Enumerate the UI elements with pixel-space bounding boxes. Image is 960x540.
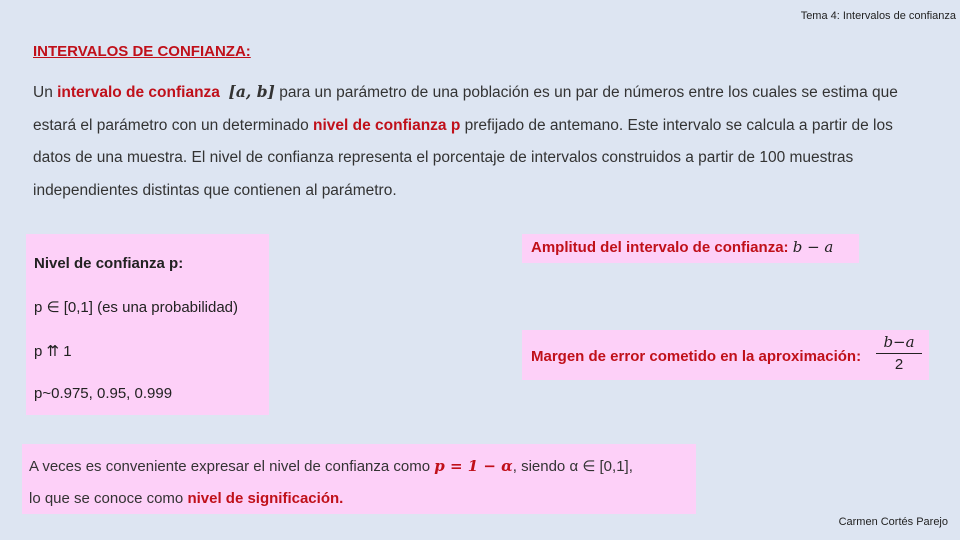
significance-formula: p = 1 − α — [434, 457, 513, 475]
confidence-level-box — [26, 234, 269, 415]
amplitude-box — [522, 234, 859, 263]
intro-text-1: Un — [33, 84, 58, 101]
header-topic: Tema 4: Intervalos de confianza — [800, 10, 956, 22]
intro-term-confidence-level: nivel de confianza p — [313, 116, 461, 134]
significance-alpha-range: , siendo α ∈ [0,1], — [512, 458, 633, 475]
confidence-level-heading: Nivel de confianza p: — [34, 255, 184, 272]
margin-of-error-box — [522, 330, 929, 380]
fraction-denominator: 2 — [894, 356, 904, 373]
significance-line-1 — [29, 457, 633, 475]
margin-of-error-label: Margen de error cometido en la aproximación: — [531, 348, 862, 365]
fraction-numerator: b−a — [876, 333, 922, 354]
significance-box — [22, 444, 696, 514]
significance-term: nivel de significación. — [187, 490, 344, 507]
margin-of-error-fraction — [876, 333, 922, 373]
intro-interval-formula: [a, b] — [228, 82, 275, 101]
footer-author: Carmen Cortés Parejo — [838, 516, 948, 528]
intro-text-3: prefijado de antemano. Este intervalo se calcula a partir de los datos de una muestra. El nivel de confianza representa el porcentaje de intervalos construidos a partir de 100 muestras independientes distintas que contienen al parámetro. — [33, 116, 893, 199]
amplitude-formula: b − a — [792, 238, 834, 256]
amplitude-line — [531, 238, 833, 256]
intro-paragraph — [33, 76, 918, 207]
amplitude-label: Amplitud del intervalo de confianza: — [531, 239, 789, 256]
confidence-level-near-one: p ⇈ 1 — [34, 343, 72, 360]
significance-line-2 — [29, 490, 343, 507]
confidence-level-examples: p~0.975, 0.95, 0.999 — [34, 385, 173, 402]
intro-term-interval: intervalo de confianza — [57, 84, 220, 101]
significance-text-2: lo que se conoce como — [29, 490, 188, 507]
confidence-level-range: p ∈ [0,1] (es una probabilidad) — [34, 299, 239, 316]
page-title: INTERVALOS DE CONFIANZA: — [33, 43, 251, 60]
significance-text-1: A veces es conveniente expresar el nivel de confianza como — [29, 458, 435, 475]
intro-text-2: para un parámetro de una población es un par de números entre los cuales se estima que estará el parámetro con un determinado — [33, 84, 898, 134]
